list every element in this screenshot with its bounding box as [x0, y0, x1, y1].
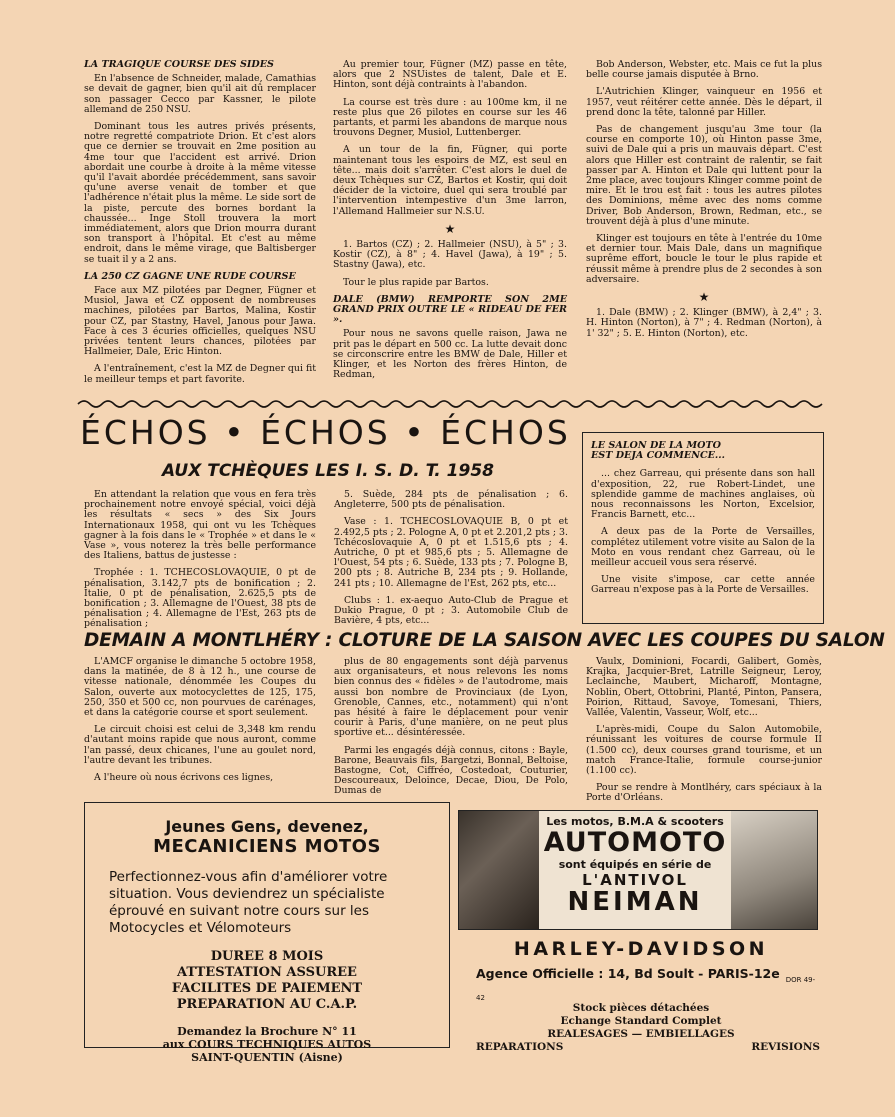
ad-line: Stock pièces détachées: [572, 1002, 710, 1014]
harley-agence: [460, 966, 822, 1002]
paragraph: Klinger est toujours en tête à l'entrée du 10me et dernier tour. Mais Dale, dans un magnifique suprême effort, boucle le tour le plus rapide et réussit même à prendre plus de 2 secondes à son adversaire.: [586, 233, 822, 285]
harley-phone: DOR 49-42: [476, 976, 816, 1002]
ad-line: Les motos, B.M.A & scooters: [546, 815, 724, 828]
motorcycle-photo: [459, 811, 539, 929]
paragraph: Le circuit choisi est celui de 3,348 km rendu d'autant moins rapide que nous auront, comme l'an passé, deux chicanes, l'une au goulet nord, l'autre devant les tribunes.: [84, 724, 316, 766]
paragraph: Pour nous ne savons quelle raison, Jawa ne prit pas le départ en 500 cc. La lutte devait donc se circonscrire entre les BMW de Dale, Hiller et Klinger, et les Norton des frères Hinton, de Redman,: [333, 328, 567, 381]
heading-tragique: LA TRAGIQUE COURSE DES SIDES: [84, 59, 274, 70]
ad-line: sont équipés en série de: [558, 858, 712, 871]
ad-line: L'ANTIVOL: [582, 871, 688, 889]
top-column-2: [333, 60, 567, 390]
paragraph: En l'absence de Schneider, malade, Camathias se devait de gagner, bien qu'il ait dû remplacer son passager Cecco par Kassner, le pilote allemand de 250 NSU.: [84, 73, 317, 115]
paragraph: Bob Anderson, Webster, etc. Mais ce fut la plus belle course jamais disputée à Brno.: [586, 59, 822, 81]
paragraph: L'Autrichien Klinger, vainqueur en 1956 et 1957, veut réitérer cette année. Dès le départ, il prend donc la tête, talonné par Hiller.: [586, 86, 822, 118]
star-separator: ★: [444, 221, 456, 236]
echos-column-1: [84, 489, 316, 630]
paragraph: Au premier tour, Fügner (MZ) passe en tête, alors que 2 NSUistes de talent, Dale et E. Hinton, sont déjà contraints à l'abandon.: [333, 59, 567, 91]
ad-harley-davidson: [460, 938, 822, 1053]
keys-photo: [731, 811, 817, 929]
paragraph: ... chez Garreau, qui présente dans son hall d'exposition, 22, rue Robert-Lindet, une splendide gamme de machines anglaises, où nous reconnaissons les Norton, Excelsior, Francis Barnett, etc...: [591, 468, 815, 521]
paragraph: Pas de changement jusqu'au 3me tour (la course en comporte 10), où Hinton passe 3me, suivi de Dale qui a pris un mauvais départ. C'est alors que Hiller est contraint de ralentir, se fait passer par A. Hinton et Dale qui luttent pour la 2me place, avec toujours Klinger comme point de mire. Et le trou est fait : tous les autres pilotes des Dominions, même avec des noms comme Driver, Bob Anderson, Brown, Redman, etc., se trouvent déjà à plus d'une minute.: [586, 124, 822, 227]
ad-line: REPARATIONS: [476, 1041, 564, 1053]
ad-mecaniciens-motos: [84, 802, 450, 1064]
salon-heading-2: EST DEJA COMMENCE...: [591, 450, 725, 462]
paragraph: A l'entraînement, c'est la MZ de Degner qui fit le meilleur temps et part favorite.: [84, 363, 316, 385]
paragraph: Une visite s'impose, car cette année Garreau n'expose pas à la Porte de Versailles.: [591, 574, 815, 596]
echos-column-2: [334, 490, 568, 625]
echos-title: ÉCHOS • ÉCHOS • ÉCHOS: [80, 413, 571, 452]
ad-line: DUREE 8 MOIS: [210, 949, 324, 964]
ad-line: REALESAGES — EMBIELLAGES: [547, 1028, 735, 1040]
heading-dale-bmw: DALE (BMW) REMPORTE SON 2ME GRAND PRIX OUTRE LE « RIDEAU DE FER ».: [333, 293, 567, 326]
montlhery-headline: DEMAIN A MONTLHÉRY : CLOTURE DE LA SAISON AVEC LES COUPES DU SALON: [84, 630, 885, 651]
montlhery-column-2: [334, 657, 568, 797]
wavy-divider: [78, 398, 826, 410]
heading-250cz: LA 250 CZ GAGNE UNE RUDE COURSE: [84, 270, 296, 282]
ad-line: MECANICIENS MOTOS: [153, 836, 381, 857]
ad-neiman-text: [543, 815, 727, 915]
top-column-3: [586, 60, 822, 390]
top-column-1: [84, 60, 316, 390]
harley-last-row: [460, 1041, 822, 1053]
paragraph: Face aux MZ pilotées par Degner, Fügner et Musiol, Jawa et CZ opposent de nombreuses machines, pilotées par Bartos, Malina, Kostir pour CZ, par Stastny, Havel, Janous pour Jawa. Face à ces 3 écuries officielles, quelques NSU privées tentent leurs chances, pilotées par Hallmeier, Dale, Eric Hinton.: [84, 285, 316, 358]
paragraph: En attendant la relation que vous en fera très prochainement notre envoyé spécial, voici déjà les résultats « secs » des Six Jours Internationaux 1958, qui ont vu les Tchèques gagner à la fois dans le « Trophée » et dans le « Vase », vous noterez la très belle performance des Italiens, battus de justesse :: [84, 489, 316, 562]
paragraph: A un tour de la fin, Fügner, qui porte maintenant tous les espoirs de MZ, est seul en tête... mais doit s'arrêter. C'est alors le duel de deux Tchèques sur CZ, Bartos et Kostir, qui doit décider de la victoire, duel qui sera troublé par l'intervention intempestive d'un 3me larron, l'Allemand Hallmeier sur N.S.U.: [333, 144, 567, 217]
montlhery-column-1: [84, 657, 316, 797]
paragraph: A l'heure où nous écrivons ces lignes,: [94, 772, 274, 784]
ad-line: PREPARATION AU C.A.P.: [176, 997, 358, 1012]
paragraph: 1. Dale (BMW) ; 2. Klinger (BMW), à 2,4" ; 3. H. Hinton (Norton), à 7" ; 4. Redman (Norton), à 1' 32" ; 5. E. Hinton (Norton), etc.: [586, 307, 822, 339]
paragraph: L'après-midi, Coupe du Salon Automobile, réunissant les voitures de course formule II (1.500 cc), deux courses grand tourisme, et un match France-Italie, formule course-junior (1.100 cc).: [586, 724, 822, 777]
salon-box: [582, 432, 824, 624]
paragraph: plus de 80 engagements sont déjà parvenus aux organisateurs, et nous relevons les noms bien connus des « fidèles » de l'autodrome, mais aussi bon nombre de Provinciaux (de Lyon, Grenoble, Cannes, etc., notamment) qui n'ont pas hésité à faire le déplacement pour venir courir à Paris, d'une manière, on ne peut plus sportive et... désintéressée.: [334, 656, 568, 739]
paragraph: A deux pas de la Porte de Versailles, complétez utilement votre visite au Salon de la Moto en vous rendant chez Garreau, où le meilleur accueil vous sera réservé.: [591, 526, 815, 569]
paragraph: Tour le plus rapide par Bartos.: [343, 276, 489, 288]
ad-body: Perfectionnez-vous afin d'améliorer votre situation. Vous deviendrez un spécialiste éprouvé en suivant notre cours sur les Motocycles et Vélomoteurs: [109, 869, 388, 936]
harley-title: HARLEY-DAVIDSON: [513, 938, 769, 960]
ad-line: SAINT-QUENTIN (Aisne): [191, 1051, 343, 1064]
ad-neiman: [458, 810, 818, 930]
paragraph: Clubs : 1. ex-aequo Auto-Club de Prague et Dukio Prague, 0 pt ; 3. Automobile Club de Bavière, 4 pts, etc...: [334, 594, 568, 627]
ad-line: NEIMAN: [567, 887, 703, 917]
salon-heading-1: LE SALON DE LA MOTO: [591, 440, 721, 451]
paragraph: Vase : 1. TCHECOSLOVAQUIE B, 0 pt et 2.492,5 pts ; 2. Pologne A, 0 pt et 2.201,2 pts ; 3. Tchécoslovaquie A, 0 pt et 1.515,6 pts ; 4. Autriche, 0 pt et 985,6 pts ; 5. Allemagne de l'Ouest, 54 pts ; 6. Suède, 133 pts ; 7. Pologne B, 200 pts ; 8. Autriche B, 234 pts ; 9. Hollande, 241 pts ; 10. Allemagne de l'Est, 262 pts, etc...: [334, 516, 568, 589]
paragraph: Parmi les engagés déjà connus, citons : Bayle, Barone, Beauvais fils, Bargetzi, Bonnal, Beltoise, Bastogne, Cot, Ciffréo, Costedoat, Couturier, Descoureaux, Deloince, Decae, Diou, De Polo, Dumas de: [334, 744, 568, 797]
ad-line: Jeunes Gens, devenez,: [165, 817, 369, 836]
paragraph: 5. Suède, 284 pts de pénalisation ; 6. Angleterre, 500 pts de pénalisation.: [334, 489, 568, 511]
ad-line: Echange Standard Complet: [560, 1015, 722, 1027]
ad-line: Demandez la Brochure N° 11: [177, 1025, 357, 1038]
ad-line: FACILITES DE PAIEMENT: [171, 981, 363, 996]
salon-text: [583, 433, 823, 596]
paragraph: Pour se rendre à Montlhéry, cars spéciaux à la Porte d'Orléans.: [586, 782, 822, 804]
star-separator: ★: [698, 290, 710, 305]
ad-line: ATTESTATION ASSUREE: [177, 965, 357, 980]
paragraph: Vaulx, Dominioni, Focardi, Galibert, Gomès, Krajka, Jacquier-Bret, Latrille Seigneur, Leroy, Leclainche, Maubert, Micharoff, Montagne, Noblin, Obert, Ottobrini, Planté, Pinton, Pansera, Poirion, Rittaud, Savoye, Tomesani, Thiers, Vallée, Valentin, Vasseur, Wolf, etc...: [586, 656, 822, 719]
ad-line: AUTOMOTO: [543, 827, 727, 858]
harley-address: Agence Officielle : 14, Bd Soult - PARIS-12e: [476, 966, 780, 981]
paragraph: La course est très dure : au 100me km, il ne reste plus que 26 pilotes en course sur les 46 partants, et parmi les abandons de marque nous trouvons Degner, Musiol, Luttenberger.: [333, 96, 567, 139]
montlhery-column-3: [586, 656, 822, 804]
paragraph: 1. Bartos (CZ) ; 2. Hallmeier (NSU), à 5" ; 3. Kostir (CZ), à 8" ; 4. Havel (Jawa), à 19" ; 5. Stastny (Jawa), etc.: [333, 239, 567, 271]
ad-line: aux COURS TECHNIQUES AUTOS: [162, 1038, 372, 1051]
paragraph: Dominant tous les autres privés présents, notre regretté compatriote Drion. Et c'est alors que ce dernier se trouvait en 2me position au 4me tour que l'accident est arrivé. Drion abordait une courbe à droite à la même vitesse qu'il l'avait abordée précédemment, sans savoir qu'une averse venait de tomber et que l'adhérence n'était plus la même. Le side sort de la piste, percute des bornes bordant la chaussée... Inge Stoll trouvera la mort immédiatement, alors que Drion mourra durant son transport à l'hôpital. Et c'est au même endroit, dans le même virage, que Baltisberger se tuait il y a 2 ans.: [84, 121, 316, 265]
ad-line: REVISIONS: [751, 1041, 820, 1053]
paragraph: Trophée : 1. TCHECOSLOVAQUIE, 0 pt de pénalisation, 3.142,7 pts de bonification ; 2. Italie, 0 pt de pénalisation, 2.625,5 pts de bonification ; 3. Allemagne de l'Ouest, 38 pts de pénalisation ; 4. Allemagne de l'Est, 263 pts de pénalisation ;: [84, 567, 316, 630]
paragraph: L'AMCF organise le dimanche 5 octobre 1958, dans la matinée, de 8 à 12 h., une course de vitesse nationale, dénommée les Coupes du Salon, ouverte aux motocyclettes de 125, 175, 250, 350 et 500 cc, non pourvues de carénages, et dans la catégorie course et sport seulement.: [84, 656, 316, 719]
echos-subtitle: AUX TCHÈQUES LES I. S. D. T. 1958: [162, 461, 494, 481]
